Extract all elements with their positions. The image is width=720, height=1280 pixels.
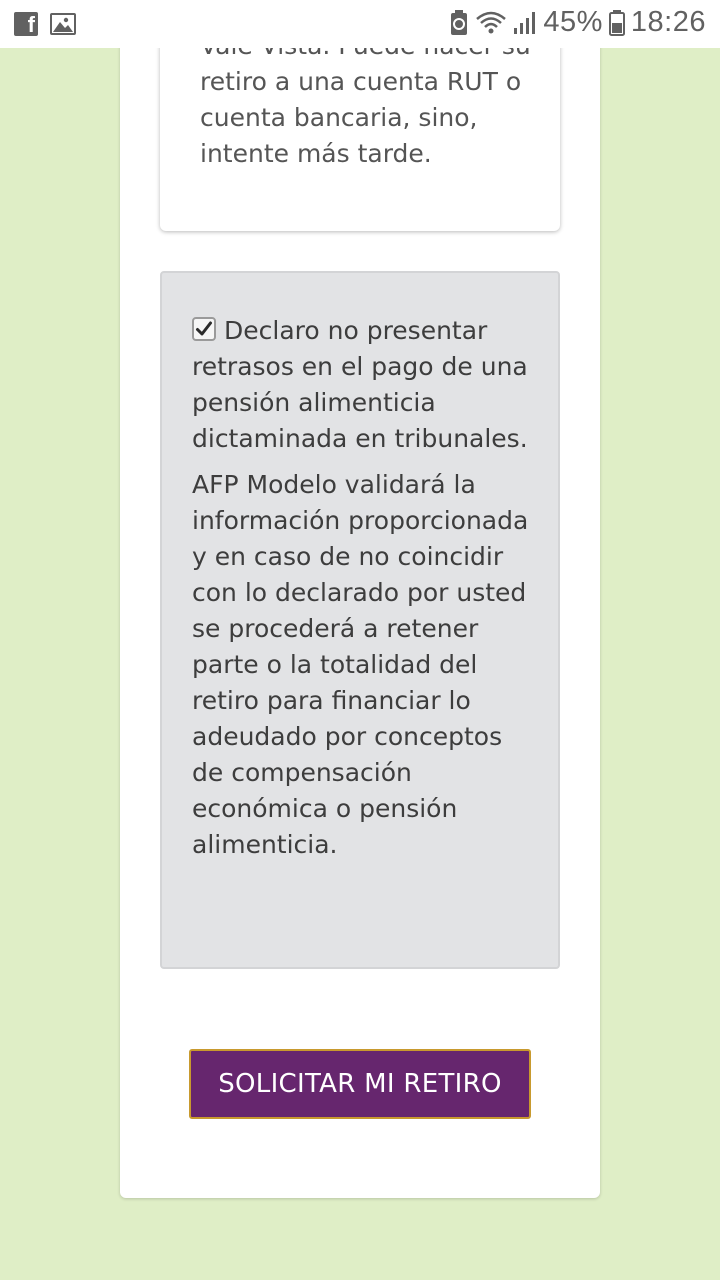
status-bar bbox=[0, 0, 720, 48]
declaration-box bbox=[160, 271, 560, 969]
image-icon bbox=[50, 13, 76, 35]
submit-withdrawal-button[interactable]: SOLICITAR MI RETIRO bbox=[189, 1049, 531, 1119]
clock: 18:26 bbox=[630, 6, 706, 38]
declaration-text: Declaro no presentar retrasos en el pago de una pensión alimenticia dictaminada en tribunales. bbox=[192, 316, 528, 453]
info-box bbox=[160, 20, 560, 231]
notification-icons bbox=[14, 12, 76, 36]
system-status bbox=[449, 6, 706, 39]
battery-percent: 45% bbox=[543, 6, 603, 38]
info-text: retiro a una cuenta RUT o cuenta bancaria, sino, intente más tarde. bbox=[200, 67, 522, 168]
page-card bbox=[120, 20, 600, 1198]
declaration-checkbox[interactable] bbox=[192, 317, 216, 341]
cell-signal-icon bbox=[513, 10, 537, 36]
declaration-notice: AFP Modelo validará la información proporcionada y en caso de no coincidir con lo declarado por usted se procederá a retener parte o la totalidad del retiro para financiar lo adeudado por conceptos de compensación económica o pensión alimenticia. bbox=[192, 470, 529, 859]
facebook-icon: f bbox=[14, 12, 38, 36]
battery-saver-icon bbox=[449, 9, 469, 37]
checkmark-icon bbox=[195, 320, 213, 338]
declaration-statement bbox=[192, 313, 537, 457]
battery-icon bbox=[609, 9, 625, 37]
wifi-icon bbox=[475, 10, 507, 36]
declaration-content bbox=[192, 313, 537, 863]
